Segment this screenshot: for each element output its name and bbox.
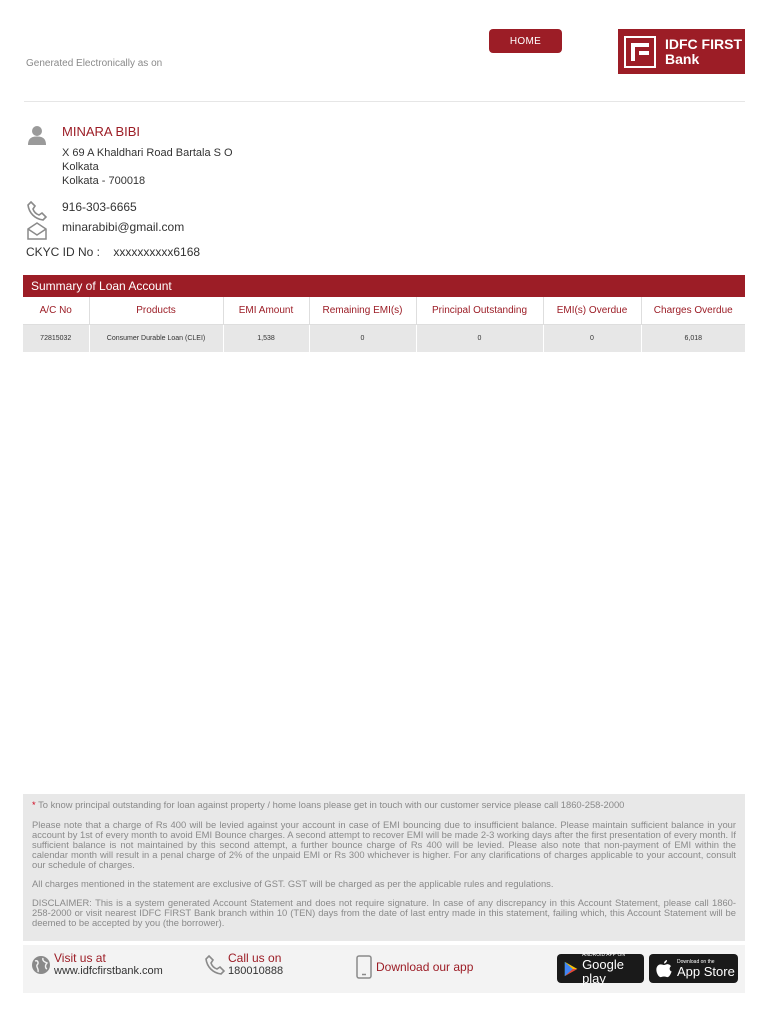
principal-note-text: To know principal outstanding for loan against property / home loans please get in touch with our customer service please call 1860-258-2000 — [35, 799, 625, 810]
disclaimer-text: DISCLAIMER: This is a system generated Account Statement and does not require signature. In case of any discrepancy in this Account Statement, please call 1860-258-2000 or visit nearest IDFC FIRST Bank branch within 10 (TEN) days from the date of last entry made in this statement, failing which, this Account Statement will be deemed to be accepted by you (the borrower). — [32, 897, 736, 928]
table-cell-principal-outstanding: 0 — [416, 324, 543, 352]
generated-text: Generated Electronically as on — [26, 58, 163, 69]
column-header: EMI(s) Overdue — [543, 297, 641, 324]
note-star: * — [32, 799, 36, 810]
visit-label: Visit us at — [54, 951, 106, 965]
call-label: Call us on — [228, 951, 282, 965]
table-cell-emi-amount: 1,538 — [223, 324, 309, 352]
ckyc-label: CKYC ID No : — [26, 245, 101, 259]
customer-email: minarabibi@gmail.com — [62, 220, 185, 234]
google-play-badge[interactable] — [557, 951, 644, 986]
ckyc-id — [26, 245, 200, 259]
app-store-big: App Store — [677, 963, 735, 979]
emi-bounce-note: Please note that a charge of Rs 400 will be levied against your account in case of EMI bouncing due to insufficient balance. Please maintain sufficient balance in your account by 1st of every month to avoid EMI Bounce charges. A second attempt to recover EMI will be made 2-3 working days after the first presentation of every month. If sufficient balance is not maintained by this second attempt, a further bounce charge of Rs 400 will be levied. Please also note that non-payment of EMI within the calendar month will result in a penal charge of 2% of the unpaid EMI or Rs 300 whichever is higher. For any clarifications of charges applicable to your account, consult our schedule of charges. — [32, 819, 736, 870]
app-store-badge[interactable] — [649, 954, 738, 983]
principal-note — [32, 800, 736, 810]
disclaimer-box — [23, 794, 745, 941]
gst-note: All charges mentioned in the statement are exclusive of GST. GST will be charged as per the applicable rules and regulations. — [32, 878, 554, 889]
summary-title: Summary of Loan Account — [23, 275, 745, 297]
visit-us[interactable] — [30, 952, 163, 978]
apple-icon — [655, 959, 673, 979]
google-play-icon — [563, 960, 579, 978]
mobile-icon — [356, 955, 372, 979]
table-header-row — [23, 297, 745, 324]
table-cell-charges-overdue: 6,018 — [641, 324, 745, 352]
column-header: Principal Outstanding — [416, 297, 543, 324]
column-header: Products — [89, 297, 223, 324]
page-footer — [23, 945, 745, 993]
globe-icon — [30, 954, 52, 976]
logo-text-line1: IDFC FIRST — [665, 35, 742, 52]
download-app-label: Download our app — [376, 959, 474, 974]
call-us[interactable] — [204, 952, 283, 978]
bank-logo[interactable] — [618, 29, 745, 74]
google-play-small: ANDROID APP ON — [582, 951, 626, 958]
bank-logo-icon — [624, 36, 656, 68]
table-cell-account-no: 72815032 — [23, 324, 89, 352]
address-line-2: Kolkata — [62, 161, 99, 173]
column-header: EMI Amount — [223, 297, 309, 324]
logo-text-line2: Bank — [665, 50, 700, 67]
table-cell-product: Consumer Durable Loan (CLEI) — [89, 324, 223, 352]
address-line-3: Kolkata - 700018 — [62, 175, 146, 187]
table-cell-remaining-emis: 0 — [309, 324, 416, 352]
home-button[interactable]: HOME — [489, 29, 562, 53]
table-cell-emis-overdue: 0 — [543, 324, 641, 352]
ckyc-value: xxxxxxxxxx6168 — [113, 245, 201, 259]
google-play-big: Google play — [582, 956, 624, 986]
user-icon — [26, 124, 48, 146]
customer-phone: 916-303-6665 — [62, 200, 137, 214]
loan-summary — [23, 275, 745, 352]
download-app[interactable] — [356, 955, 473, 979]
loan-summary-table — [23, 297, 745, 352]
email-icon — [26, 220, 48, 242]
phone-icon — [26, 200, 48, 222]
column-header: A/C No — [23, 297, 89, 324]
table-row — [23, 324, 745, 352]
header-divider — [24, 101, 745, 102]
column-header: Remaining EMI(s) — [309, 297, 416, 324]
page-header — [0, 0, 768, 102]
phone-icon — [204, 954, 226, 976]
website-link[interactable]: www.idfcfirstbank.com — [54, 965, 163, 977]
call-number[interactable]: 180010888 — [228, 965, 284, 977]
app-store-small: Download on the — [677, 958, 715, 965]
column-header: Charges Overdue — [641, 297, 745, 324]
customer-name: MINARA BIBI — [62, 124, 141, 139]
address-line-1: X 69 A Khaldhari Road Bartala S O — [62, 147, 233, 159]
